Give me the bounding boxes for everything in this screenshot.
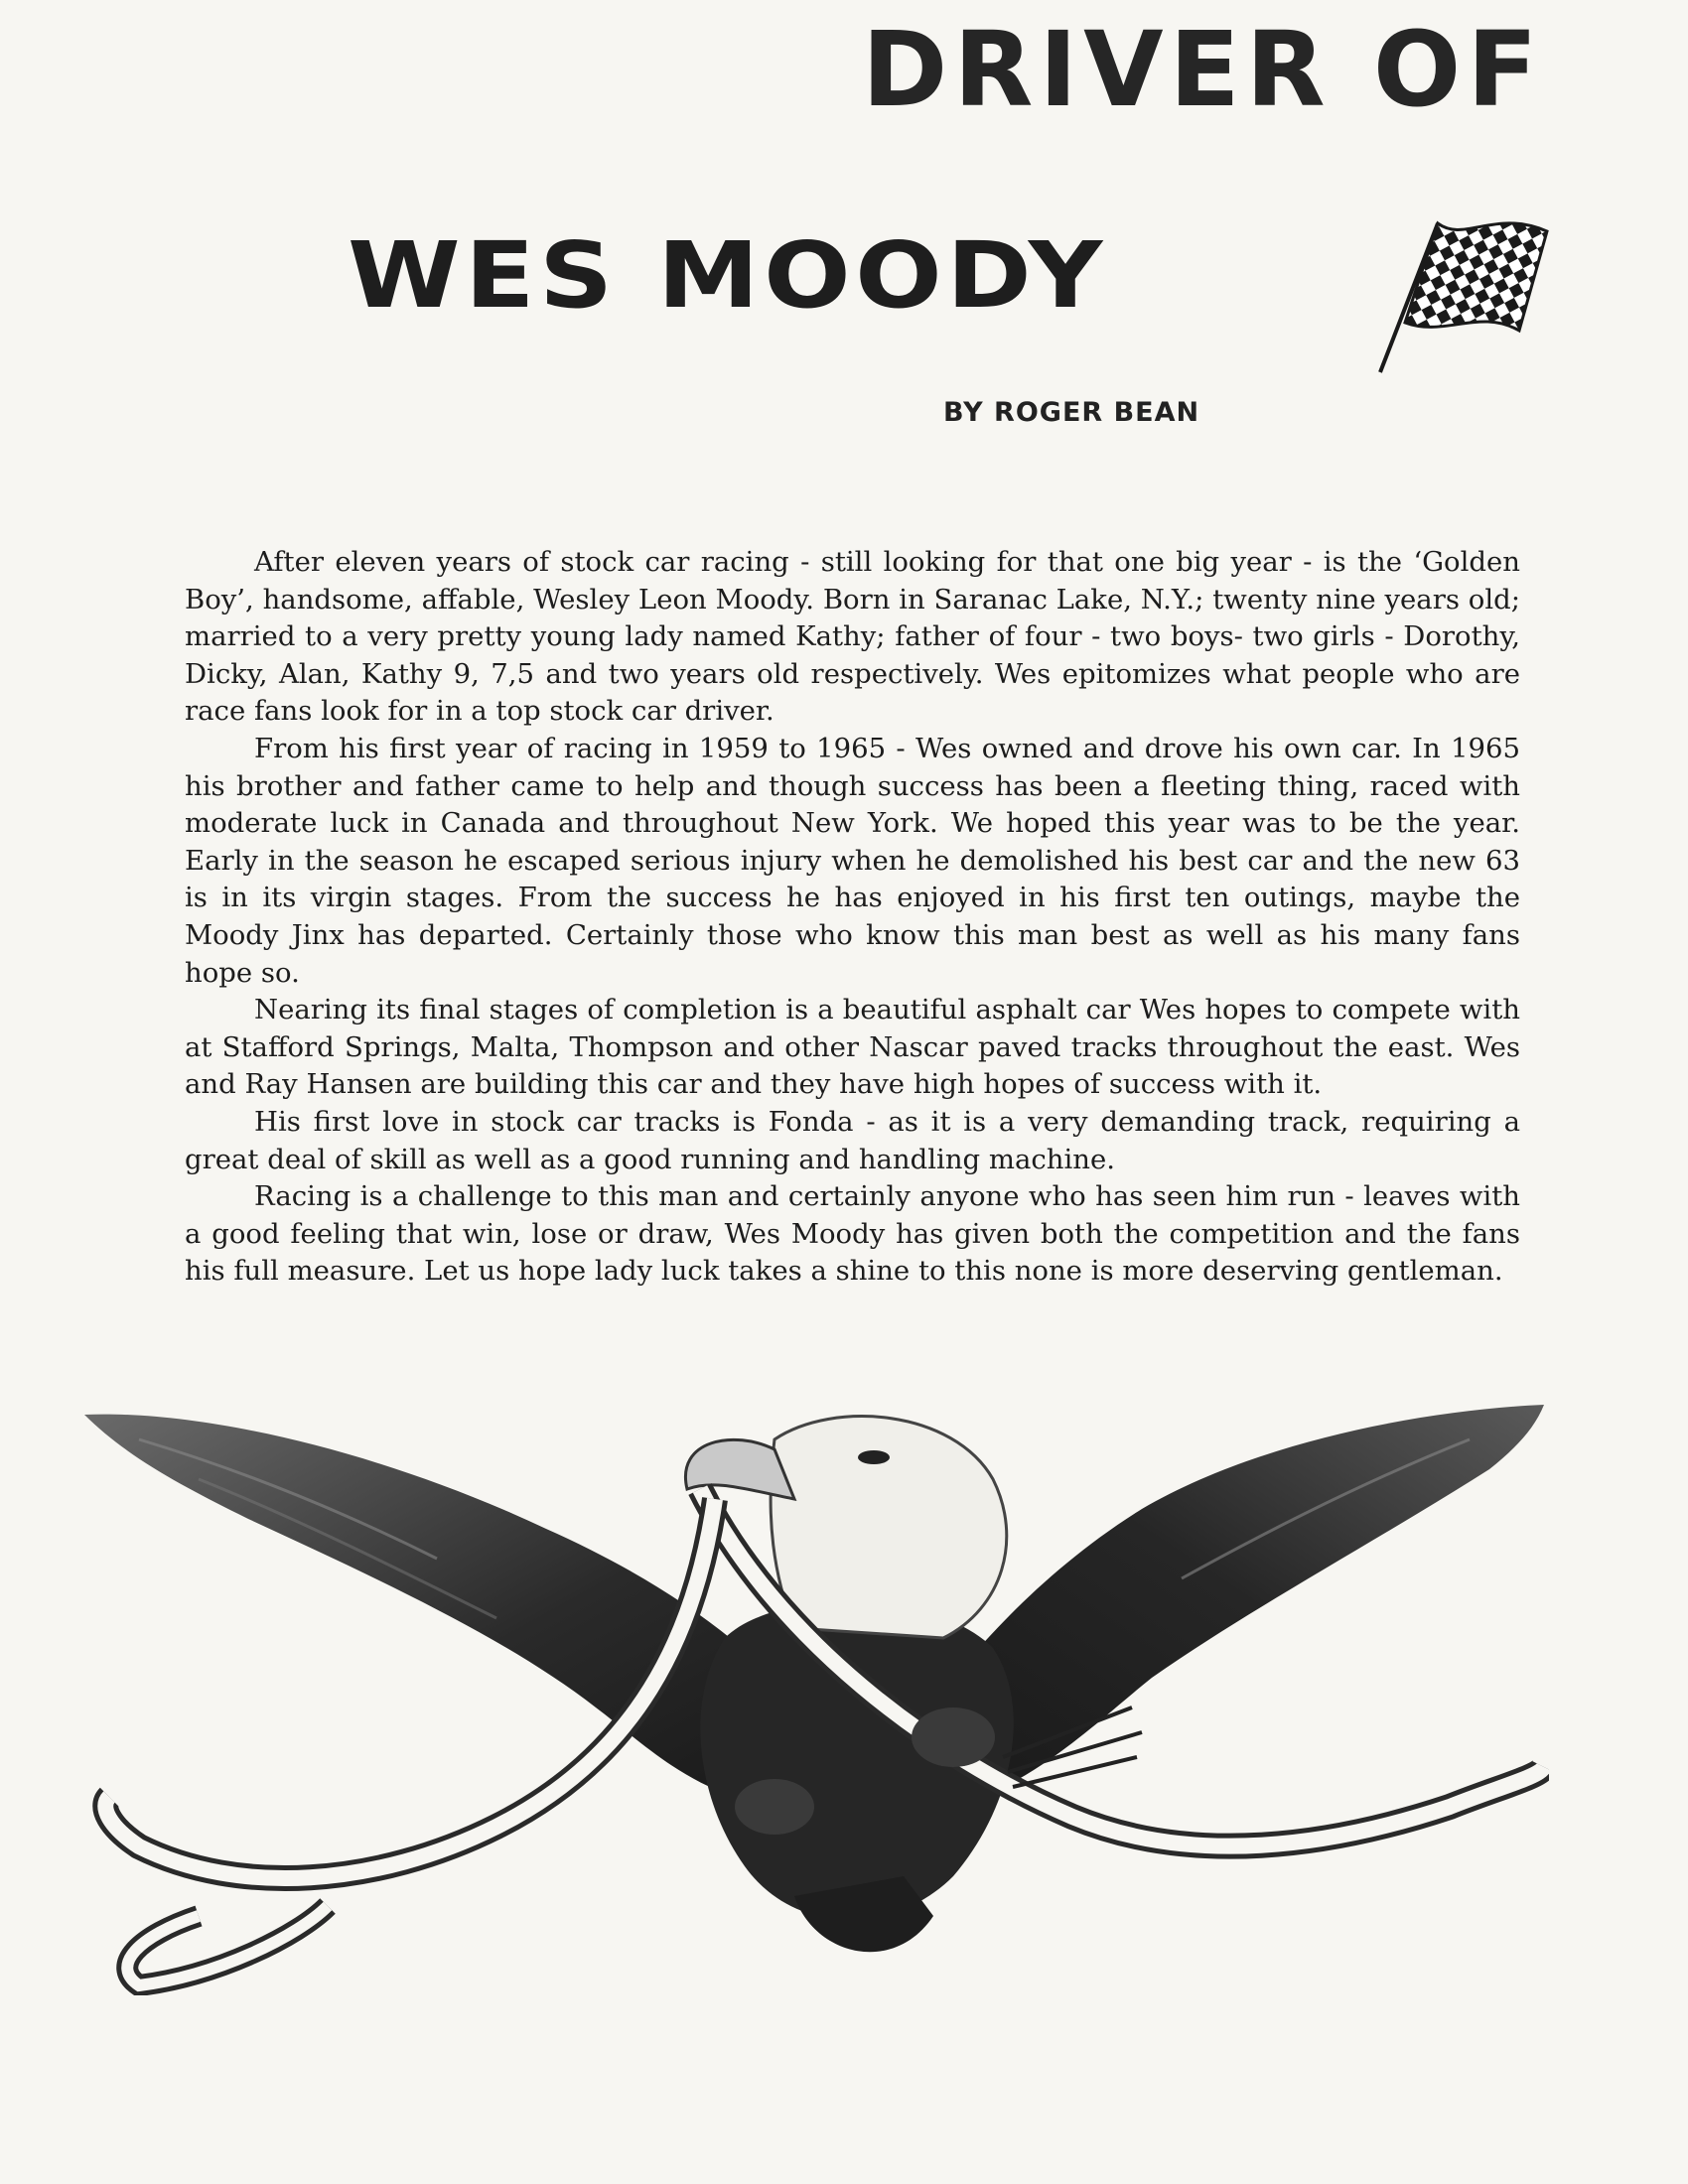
byline: BY ROGER BEAN — [943, 397, 1200, 428]
article-paragraph: Nearing its final stages of completion is a beautiful asphalt car Wes hopes to compete with at Stafford Springs, Malta, Thompson and other Nascar paved tracks throughout the east. Wes and Ray Hansen are building this car and they have high hopes of success with it. — [185, 994, 1520, 1101]
checkered-flag-icon — [1370, 213, 1559, 382]
left-wing — [84, 1415, 774, 1797]
article-paragraph: Racing is a challenge to this man and certainly anyone who has seen him run - leaves with a good feeling that win, lose or draw, Wes Moody has given both the competition and the fans his full measure. Let us hope lady luck takes a shine to this none is more deserving gentleman. — [185, 1180, 1520, 1288]
article-body — [185, 544, 1520, 1291]
driver-name-title: WES MOODY — [348, 222, 1107, 329]
eagle-head — [771, 1417, 1007, 1638]
eagle-illustration — [79, 1380, 1549, 1995]
article-paragraph: His first love in stock car tracks is Fonda - as it is a very demanding track, requiring a great deal of skill as well as a good running and handling machine. — [185, 1105, 1520, 1175]
section-header: DRIVER OF — [862, 9, 1544, 130]
right-wing — [953, 1405, 1544, 1797]
article-paragraph: After eleven years of stock car racing - still looking for that one big year - is the ‘Golden Boy’, handsome, affable, Wesley Leon Moody. Born in Saranac Lake, N.Y.; twenty nine years old; married to a very pretty young lady named Kathy; father of four - two boys- two girls - Dorothy, Dicky, Alan, Kathy 9, 7,5 and two years old respectively. Wes epitomizes what people who are race fans look for in a top stock car driver. — [185, 546, 1520, 728]
article-paragraph: From his first year of racing in 1959 to 1965 - Wes owned and drove his own car. In 1965 his brother and father came to help and though success has been a fleeting thing, raced with moderate luck in Canada and throughout New York. We hoped this year was to be the year. Early in the season he escaped serious injury when he demolished his best car and the new 63 is in its virgin stages. From the success he has enjoyed in his first ten outings, maybe the Moody Jinx has departed. Certainly those who know this man best as well as his many fans hope so. — [185, 732, 1520, 989]
